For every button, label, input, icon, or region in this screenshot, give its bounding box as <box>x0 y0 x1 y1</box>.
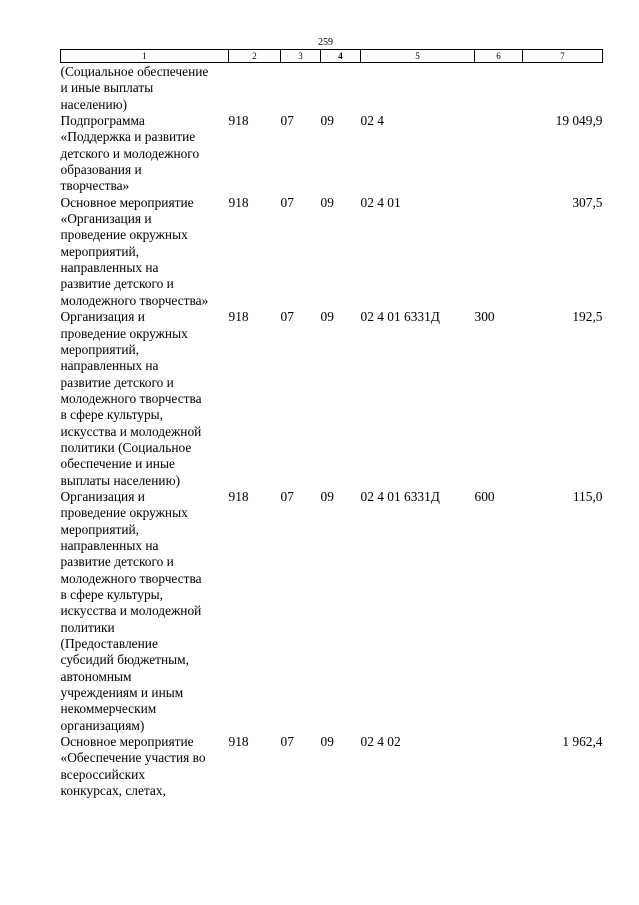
item-name-line: Подпрограмма <box>60 113 145 129</box>
table-row <box>61 734 603 799</box>
item-name-line: обеспечение и иные <box>60 456 175 472</box>
item-name-line: организациям) <box>60 717 145 733</box>
item-name-line: направленных на <box>60 358 159 374</box>
department-code-cell: 918 <box>228 113 249 129</box>
section-cell: 07 <box>280 488 294 504</box>
item-name-line: мероприятий, <box>60 341 140 357</box>
item-name-line: молодежного творчества» <box>60 292 209 308</box>
item-name-line: Организация и <box>60 488 145 504</box>
section-cell: 07 <box>280 734 294 750</box>
expense-type-cell: 300 <box>474 309 495 325</box>
subsection-cell: 09 <box>320 734 334 750</box>
expense-type-cell <box>475 113 523 195</box>
item-name-line: «Организация и <box>60 211 152 227</box>
amount-cell: 115,0 <box>572 488 603 504</box>
column-number-header <box>61 50 603 63</box>
target-article-cell: 02 4 01 6331Д <box>360 488 440 504</box>
item-name-line: Основное мероприятие <box>60 194 194 210</box>
item-name-line: (Социальное обеспечение <box>60 64 209 79</box>
department-code-cell <box>229 63 281 114</box>
expense-type-cell <box>475 734 523 799</box>
section-cell: 07 <box>280 113 294 129</box>
department-code-cell: 918 <box>228 734 249 750</box>
item-name-cell <box>61 309 229 489</box>
item-name-line: в сфере культуры, <box>60 587 163 602</box>
amount-cell <box>523 63 603 114</box>
expense-type-cell <box>475 195 523 309</box>
item-name-line: «Обеспечение участия во <box>60 750 206 766</box>
item-name-line: молодежного творчества <box>60 570 202 586</box>
item-name-cell <box>61 489 229 734</box>
item-name-cell <box>61 734 229 799</box>
item-name-cell <box>61 195 229 309</box>
table-body <box>61 63 603 800</box>
item-name-line: проведение окружных <box>60 227 188 243</box>
item-name-cell <box>61 63 229 114</box>
item-name-line: и иные выплаты <box>60 80 154 96</box>
subsection-cell: 09 <box>320 309 334 325</box>
item-name-line: искусства и молодежной <box>60 423 202 439</box>
table-row <box>61 309 603 489</box>
item-name-line: искусства и молодежной <box>60 603 202 619</box>
department-code-cell: 918 <box>228 488 249 504</box>
subsection-cell: 09 <box>320 194 334 210</box>
item-name-line: населению) <box>60 96 128 112</box>
item-name-line: политики (Социальное <box>60 439 192 455</box>
department-code-cell: 918 <box>228 309 249 325</box>
department-code-cell: 918 <box>228 194 249 210</box>
item-name-line: проведение окружных <box>60 325 188 341</box>
target-article-cell: 02 4 01 <box>360 194 401 210</box>
item-name-line: выплаты населению) <box>60 472 181 488</box>
item-name-line: развитие детского и <box>60 276 174 292</box>
section-cell: 07 <box>280 194 294 210</box>
table-row <box>61 113 603 195</box>
column-number-4: 4 <box>321 50 361 63</box>
target-article-cell: 02 4 <box>360 113 384 129</box>
subsection-cell: 09 <box>320 113 334 129</box>
item-name-line: мероприятий, <box>60 521 140 537</box>
amount-cell: 307,5 <box>572 194 603 210</box>
column-number-3: 3 <box>281 50 321 63</box>
expense-type-cell: 600 <box>474 488 495 504</box>
item-name-line: политики <box>60 619 115 635</box>
section-cell: 07 <box>280 309 294 325</box>
item-name-cell <box>61 113 229 195</box>
target-article-cell: 02 4 01 6331Д <box>360 309 440 325</box>
column-number-2: 2 <box>229 50 281 63</box>
amount-cell: 19 049,9 <box>555 113 603 129</box>
column-number-6: 6 <box>475 50 523 63</box>
item-name-line: творчества» <box>60 178 130 194</box>
page-number: 259 <box>318 37 333 48</box>
item-name-line: учреждениям и иным <box>60 685 184 701</box>
amount-cell: 1 962,4 <box>562 734 603 750</box>
item-name-line: Организация и <box>60 309 145 325</box>
section-cell <box>281 63 321 114</box>
item-name-line: некоммерческим <box>60 701 157 717</box>
table-row <box>61 489 603 734</box>
item-name-line: всероссийских <box>60 766 146 782</box>
item-name-line: (Предоставление <box>60 636 158 652</box>
item-name-line: Основное мероприятие <box>60 734 194 750</box>
item-name-line: мероприятий, <box>60 243 140 259</box>
item-name-line: проведение окружных <box>60 505 188 521</box>
item-name-line: «Поддержка и развитие <box>60 129 196 145</box>
item-name-line: направленных на <box>60 260 159 276</box>
budget-table <box>60 49 603 799</box>
item-name-line: автономным <box>60 668 132 684</box>
subsection-cell: 09 <box>320 488 334 504</box>
item-name-line: конкурсах, слетах, <box>60 783 166 799</box>
item-name-line: в сфере культуры, <box>60 407 163 423</box>
table-row <box>61 195 603 309</box>
column-number-5: 5 <box>361 50 475 63</box>
item-name-line: субсидий бюджетным, <box>60 652 190 668</box>
target-article-cell: 02 4 02 <box>360 734 401 750</box>
column-number-7: 7 <box>523 50 603 63</box>
expense-type-cell <box>475 63 523 114</box>
item-name-line: образования и <box>60 162 142 178</box>
column-number-1: 1 <box>61 50 229 63</box>
item-name-line: молодежного творчества <box>60 390 202 406</box>
item-name-line: направленных на <box>60 537 159 553</box>
item-name-line: развитие детского и <box>60 554 174 570</box>
amount-cell: 192,5 <box>572 309 603 325</box>
target-article-cell <box>361 63 475 114</box>
table-row <box>61 63 603 114</box>
item-name-line: детского и молодежного <box>60 145 200 161</box>
subsection-cell <box>321 63 361 114</box>
item-name-line: развитие детского и <box>60 374 174 390</box>
